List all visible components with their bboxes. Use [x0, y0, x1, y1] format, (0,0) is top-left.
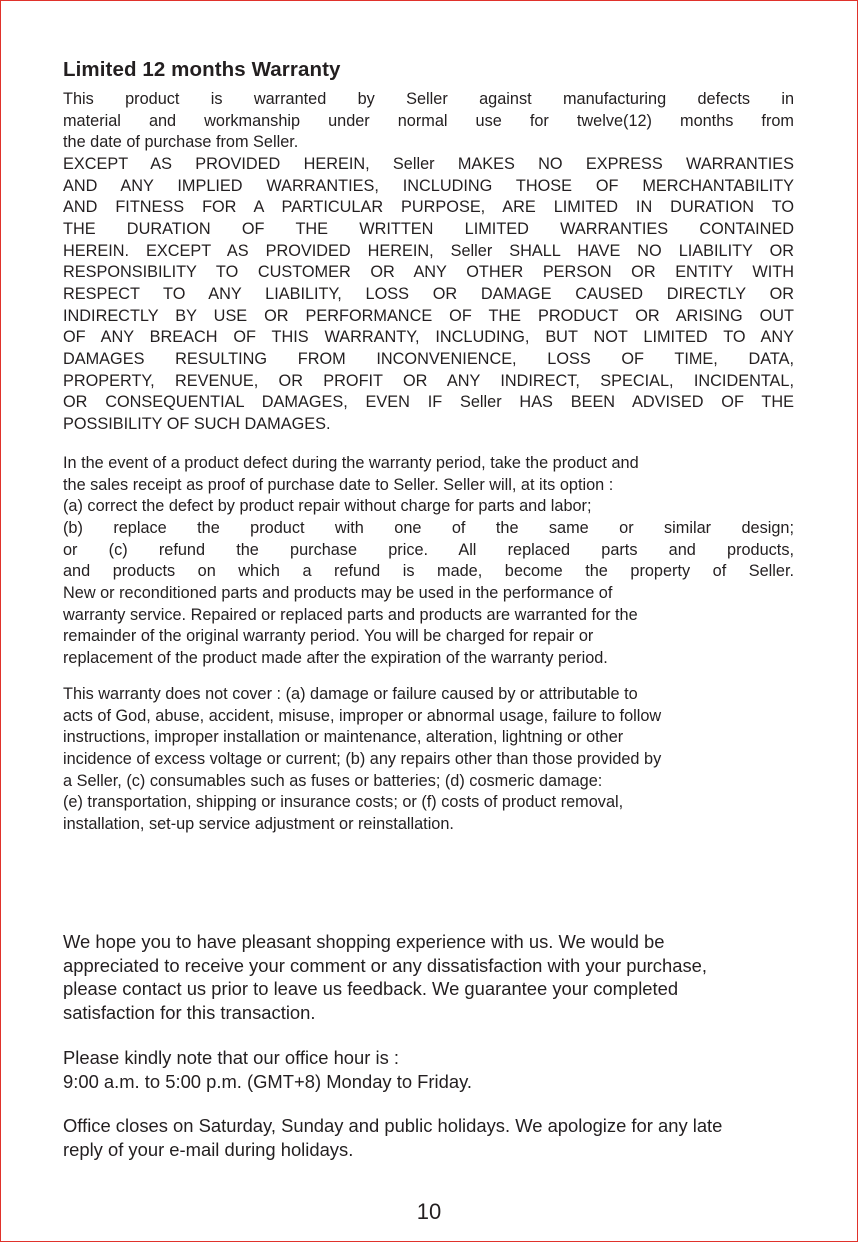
- feedback-paragraph: [63, 930, 823, 1025]
- warranty-line: THE DURATION OF THE WRITTEN LIMITED WARRANTIES CONTAINED: [63, 219, 794, 238]
- defect-line: (a) correct the defect by product repair without charge for parts and labor;: [63, 497, 592, 516]
- warranty-line: the date of purchase from Seller.: [63, 133, 299, 152]
- warranty-line: POSSIBILITY OF SUCH DAMAGES.: [63, 414, 331, 433]
- feedback-line: satisfaction for this transaction.: [63, 1002, 316, 1024]
- office-closure-line: Office closes on Saturday, Sunday and public holidays. We apologize for any late: [63, 1115, 723, 1136]
- exclusion-line: acts of God, abuse, accident, misuse, improper or abnormal usage, failure to follow: [63, 706, 662, 725]
- office-hours-line: Please kindly note that our office hour is :: [63, 1047, 399, 1068]
- office-hours-line: 9:00 a.m. to 5:00 p.m. (GMT+8) Monday to Friday.: [63, 1070, 473, 1092]
- exclusion-line: installation, set-up service adjustment or reinstallation.: [63, 814, 454, 833]
- warranty-line: OF ANY BREACH OF THIS WARRANTY, INCLUDING, BUT NOT LIMITED TO ANY: [63, 328, 794, 347]
- warranty-line: PROPERTY, REVENUE, OR PROFIT OR ANY INDIRECT, SPECIAL, INCIDENTAL,: [63, 371, 794, 390]
- warranty-line: HEREIN. EXCEPT AS PROVIDED HEREIN, Seller SHALL HAVE NO LIABILITY OR: [63, 241, 794, 260]
- exclusion-line: (e) transportation, shipping or insurance costs; or (f) costs of product removal,: [63, 793, 624, 812]
- feedback-line: please contact us prior to leave us feedback. We guarantee your completed: [63, 978, 679, 1000]
- defect-line: and products on which a refund is made, become the property of Seller.: [63, 562, 794, 581]
- office-closure-line: reply of your e-mail during holidays.: [63, 1138, 354, 1160]
- defect-line: warranty service. Repaired or replaced parts and products are warranted for the: [63, 605, 638, 624]
- defect-line: New or reconditioned parts and products may be used in the performance of: [63, 583, 613, 602]
- warranty-title: Limited 12 months Warranty: [63, 58, 341, 81]
- exclusions-paragraph: [63, 684, 794, 836]
- defect-line: remainder of the original warranty period. You will be charged for repair or: [63, 627, 594, 646]
- exclusion-line: This warranty does not cover : (a) damage or failure caused by or attributable to: [63, 685, 638, 703]
- defect-line: or (c) refund the purchase price. All replaced parts and products,: [63, 540, 794, 559]
- warranty-line: OR CONSEQUENTIAL DAMAGES, EVEN IF Seller HAS BEEN ADVISED OF THE: [63, 393, 794, 412]
- office-closure-paragraph: [63, 1114, 823, 1161]
- warranty-line: INDIRECTLY BY USE OR PERFORMANCE OF THE PRODUCT OR ARISING OUT: [63, 306, 794, 325]
- warranty-line: DAMAGES RESULTING FROM INCONVENIENCE, LOSS OF TIME, DATA,: [63, 349, 794, 368]
- feedback-line: appreciated to receive your comment or any dissatisfaction with your purchase,: [63, 954, 707, 976]
- warranty-statement: [63, 89, 794, 436]
- defect-line: the sales receipt as proof of purchase date to Seller. Seller will, at its option :: [63, 475, 614, 494]
- exclusion-line: instructions, improper installation or maintenance, alteration, lightning or other: [63, 728, 624, 747]
- office-hours-paragraph: [63, 1046, 823, 1093]
- defect-line: replacement of the product made after the expiration of the warranty period.: [63, 648, 608, 667]
- warranty-line: RESPONSIBILITY TO CUSTOMER OR ANY OTHER PERSON OR ENTITY WITH: [63, 263, 794, 282]
- warranty-line: AND FITNESS FOR A PARTICULAR PURPOSE, ARE LIMITED IN DURATION TO: [63, 198, 794, 217]
- exclusion-line: a Seller, (c) consumables such as fuses or batteries; (d) cosmeric damage:: [63, 771, 603, 790]
- defect-line: (b) replace the product with one of the same or similar design;: [63, 518, 794, 537]
- warranty-line: This product is warranted by Seller against manufacturing defects in: [63, 90, 794, 108]
- warranty-line: EXCEPT AS PROVIDED HEREIN, Seller MAKES NO EXPRESS WARRANTIES: [63, 154, 794, 173]
- warranty-line: RESPECT TO ANY LIABILITY, LOSS OR DAMAGE CAUSED DIRECTLY OR: [63, 284, 794, 303]
- page-number: 10: [416, 1199, 442, 1224]
- exclusion-line: incidence of excess voltage or current; (b) any repairs other than those provided by: [63, 749, 662, 768]
- feedback-line: We hope you to have pleasant shopping experience with us. We would be: [63, 931, 665, 952]
- defect-line: In the event of a product defect during the warranty period, take the product and: [63, 454, 639, 472]
- warranty-line: AND ANY IMPLIED WARRANTIES, INCLUDING THOSE OF MERCHANTABILITY: [63, 176, 794, 195]
- warranty-line: material and workmanship under normal use for twelve(12) months from: [63, 111, 794, 130]
- defect-remedy-paragraph: [63, 453, 794, 670]
